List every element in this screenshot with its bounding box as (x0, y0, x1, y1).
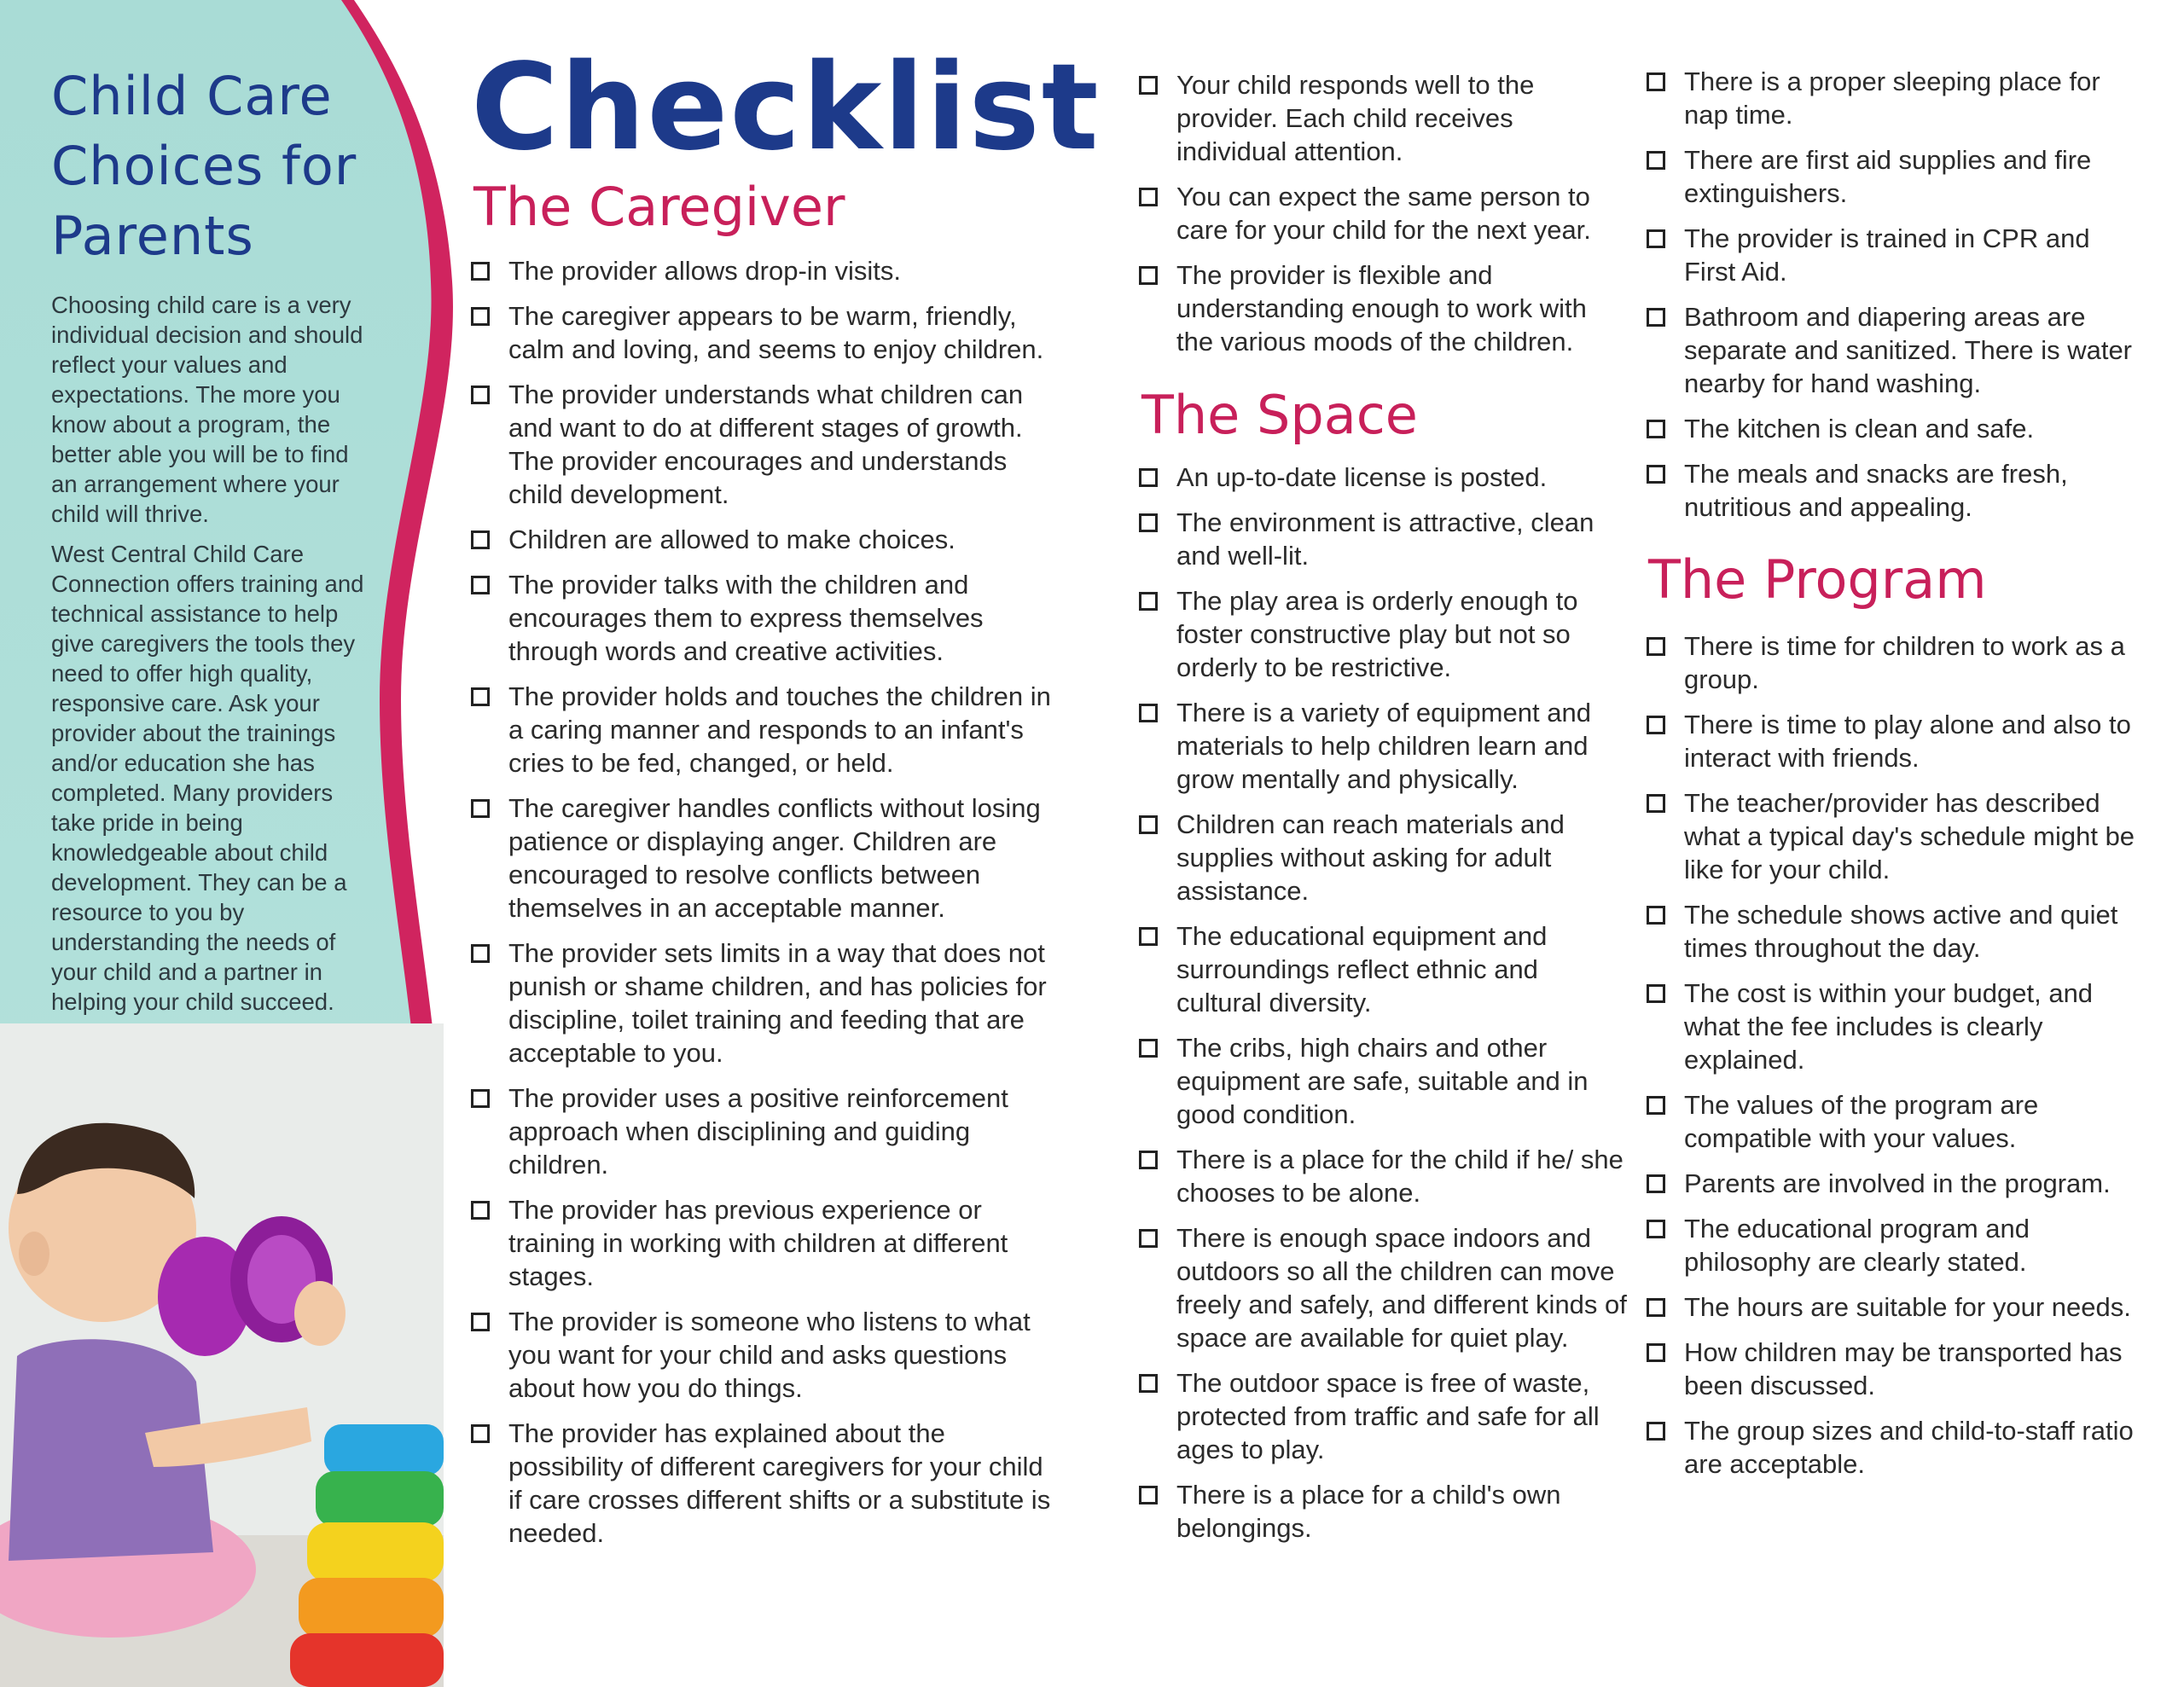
section-heading-space: The Space (1141, 384, 1418, 446)
checkbox[interactable] (1647, 1343, 1665, 1362)
checklist-item (471, 1417, 1051, 1550)
checklist-item (1139, 1031, 1629, 1131)
checkbox[interactable] (1139, 188, 1158, 206)
checkbox[interactable] (471, 944, 490, 963)
item-text: The values of the program are compatible with your values. (1684, 1090, 2039, 1153)
checkbox[interactable] (471, 262, 490, 281)
item-text: Your child responds well to the provider. Each child receives individual attention. (1176, 70, 1535, 166)
section-heading-caregiver: The Caregiver (473, 176, 845, 238)
item-text: The educational program and philosophy are clearly stated. (1684, 1214, 2030, 1277)
item-text: The kitchen is clean and safe. (1684, 414, 2035, 443)
checklist-item (1139, 461, 1629, 494)
item-text: The cost is within your budget, and what the fee includes is clearly explained. (1684, 978, 2094, 1075)
item-text: The caregiver appears to be warm, friendly, calm and loving, and seems to enjoy children. (508, 301, 1044, 364)
checkbox[interactable] (1647, 1422, 1665, 1441)
item-text: The schedule shows active and quiet times throughout the day. (1684, 900, 2118, 963)
item-text: The environment is attractive, clean and well-lit. (1176, 507, 1594, 571)
checklist-item (1647, 1167, 2141, 1200)
checkbox[interactable] (1647, 1220, 1665, 1238)
space-list-continued (1647, 65, 2141, 536)
sidebar-title: Child Care Choices for Parents (51, 65, 357, 267)
checklist-item (1647, 1290, 2141, 1324)
checklist-item (471, 680, 1051, 780)
item-text: Bathroom and diapering areas are separate and sanitized. There is water nearby for hand washing. (1684, 302, 2133, 398)
checkbox[interactable] (1139, 704, 1158, 722)
caregiver-list (471, 254, 1051, 1562)
checkbox[interactable] (1139, 513, 1158, 532)
checkbox[interactable] (1647, 72, 1665, 91)
item-text: The provider sets limits in a way that does not punish or shame children, and has policies for discipline, toilet training and feeding that are acceptable to you. (508, 938, 1047, 1068)
checkbox[interactable] (1647, 716, 1665, 734)
checkbox[interactable] (471, 1424, 490, 1443)
item-text: The group sizes and child-to-staff ratio are acceptable. (1684, 1416, 2134, 1479)
checkbox[interactable] (1647, 1298, 1665, 1317)
item-text: The provider is someone who listens to what you want for your child and asks questions about how you do things. (508, 1307, 1031, 1403)
checklist-item (1647, 143, 2141, 210)
checkbox[interactable] (1139, 1229, 1158, 1248)
checklist-item (1139, 808, 1629, 907)
checklist-item (1139, 506, 1629, 572)
checklist-item (1647, 300, 2141, 400)
checklist-item (471, 254, 1051, 287)
checkbox[interactable] (1647, 984, 1665, 1003)
checklist-item (471, 1193, 1051, 1293)
checklist-item (471, 568, 1051, 668)
checkbox[interactable] (471, 1201, 490, 1220)
sidebar-body (51, 290, 375, 1027)
item-text: The caregiver handles conflicts without losing patience or displaying anger. Children are encouraged to resolve conflicts between themselves in an acceptable manner. (508, 793, 1041, 923)
checklist-item (1647, 708, 2141, 774)
item-text: There is a place for a child's own belongings. (1176, 1480, 1561, 1543)
checklist-item (1139, 696, 1629, 796)
checklist-item (1647, 1088, 2141, 1155)
section-heading-program: The Program (1648, 548, 1987, 611)
checklist-item (1647, 65, 2141, 131)
checklist-item (1139, 68, 1621, 168)
checklist-item (1647, 412, 2141, 445)
item-text: Parents are involved in the program. (1684, 1168, 2111, 1198)
checklist-item (1139, 1366, 1629, 1466)
checkbox[interactable] (1139, 1151, 1158, 1169)
checkbox[interactable] (1647, 151, 1665, 170)
checklist-item (1139, 1221, 1629, 1354)
checklist-item (471, 299, 1051, 366)
item-text: The provider is trained in CPR and First Aid. (1684, 223, 2090, 287)
checklist-item (1139, 1478, 1629, 1545)
checklist-item (1647, 786, 2141, 886)
checklist-item (1647, 898, 2141, 965)
item-text: There is time for children to work as a group. (1684, 631, 2125, 694)
sidebar-paragraph: West Central Child Care Connection offers training and technical assistance to help give caregivers the tools they need to offer high quality, responsive care. Ask your provider about the trainings and/or education she has completed. Many providers take pride in being knowledgeable about child development. They can be a resource to you by understanding the needs of your child and a partner in helping your child succeed. (51, 541, 364, 1015)
checkbox[interactable] (1139, 266, 1158, 285)
checkbox[interactable] (1647, 1174, 1665, 1193)
checkbox[interactable] (471, 307, 490, 326)
checkbox[interactable] (1647, 794, 1665, 813)
item-text: There are first aid supplies and fire extinguishers. (1684, 145, 2092, 208)
item-text: You can expect the same person to care for your child for the next year. (1176, 182, 1591, 245)
checklist-item (1647, 629, 2141, 696)
item-text: There is a place for the child if he/ she chooses to be alone. (1176, 1145, 1623, 1208)
checkbox[interactable] (471, 386, 490, 404)
checkbox[interactable] (1139, 468, 1158, 487)
checklist-item (1139, 919, 1629, 1019)
checklist-item (471, 1305, 1051, 1405)
checklist-item (1647, 1414, 2141, 1481)
checklist-item (1139, 584, 1629, 684)
checkbox[interactable] (1647, 229, 1665, 248)
checklist-item (1647, 977, 2141, 1076)
item-text: There is enough space indoors and outdoors so all the children can move freely and safely, and different kinds of space are available for quiet play. (1176, 1223, 1627, 1353)
item-text: The outdoor space is free of waste, protected from traffic and safe for all ages to play. (1176, 1368, 1600, 1464)
child-photo (0, 1023, 444, 1687)
checkbox[interactable] (1647, 1096, 1665, 1115)
checkbox[interactable] (1139, 76, 1158, 95)
checklist-item (471, 791, 1051, 925)
checkbox[interactable] (1139, 1039, 1158, 1058)
checkbox[interactable] (471, 687, 490, 706)
item-text: The provider is flexible and understanding enough to work with the various moods of the children. (1176, 260, 1587, 357)
checkbox[interactable] (1647, 906, 1665, 925)
caregiver-list-continued (1139, 68, 1621, 370)
space-list (1139, 461, 1629, 1557)
checklist-item (1647, 1336, 2141, 1402)
checklist-item (471, 378, 1051, 511)
checklist-item (471, 1081, 1051, 1181)
item-text: There is time to play alone and also to interact with friends. (1684, 710, 2131, 773)
checkbox[interactable] (471, 1313, 490, 1331)
item-text: The provider has previous experience or training in working with children at different stages. (508, 1195, 1008, 1291)
checklist-item (1139, 1143, 1629, 1209)
item-text: The provider talks with the children and encourages them to express themselves through words and creative activities. (508, 570, 984, 666)
sidebar-paragraph: Choosing child care is a very individual decision and should reflect your values and expectations. The more you know about a program, the better able you will be to find an arrangement where your child will thrive. (51, 292, 363, 527)
checkbox[interactable] (471, 530, 490, 549)
checkbox[interactable] (1647, 308, 1665, 327)
item-text: The provider holds and touches the children in a caring manner and responds to an infant's cries to be fed, changed, or held. (508, 681, 1051, 778)
checkbox[interactable] (1139, 1374, 1158, 1393)
item-text: The provider allows drop-in visits. (508, 256, 902, 286)
item-text: There is a proper sleeping place for nap time. (1684, 67, 2100, 130)
page-title: Checklist (471, 38, 1101, 177)
item-text: The provider uses a positive reinforcement approach when disciplining and guiding children. (508, 1083, 1008, 1180)
item-text: The play area is orderly enough to foster constructive play but not so orderly to be restrictive. (1176, 586, 1578, 682)
checkbox[interactable] (1647, 637, 1665, 656)
checklist-item (1139, 180, 1621, 246)
checkbox[interactable] (1647, 420, 1665, 438)
item-text: There is a variety of equipment and materials to help children learn and grow mentally and physically. (1176, 698, 1591, 794)
item-text: Children are allowed to make choices. (508, 525, 956, 554)
checkbox[interactable] (471, 799, 490, 818)
item-text: The provider understands what children can and want to do at different stages of growth. The provider encourages and understands child development. (508, 380, 1024, 509)
program-list (1647, 629, 2141, 1493)
checklist-item (471, 523, 1051, 556)
checkbox[interactable] (471, 576, 490, 594)
checklist-item (1647, 1212, 2141, 1278)
checklist-item (471, 936, 1051, 1070)
checklist-item (1647, 457, 2141, 524)
checkbox[interactable] (1139, 1486, 1158, 1504)
item-text: The educational equipment and surroundings reflect ethnic and cultural diversity. (1176, 921, 1548, 1017)
checklist-item (1647, 222, 2141, 288)
item-text: The hours are suitable for your needs. (1684, 1292, 2131, 1322)
item-text: The teacher/provider has described what a typical day's schedule might be like for your child. (1684, 788, 2135, 884)
checkbox[interactable] (1139, 815, 1158, 834)
checklist-item (1139, 258, 1621, 358)
item-text: An up-to-date license is posted. (1176, 462, 1548, 492)
checkbox[interactable] (1647, 465, 1665, 484)
item-text: How children may be transported has been discussed. (1684, 1337, 2123, 1400)
checkbox[interactable] (1139, 927, 1158, 946)
item-text: Children can reach materials and supplies without asking for adult assistance. (1176, 809, 1565, 906)
checkbox[interactable] (471, 1089, 490, 1108)
item-text: The cribs, high chairs and other equipment are safe, suitable and in good condition. (1176, 1033, 1589, 1129)
checkbox[interactable] (1139, 592, 1158, 611)
item-text: The meals and snacks are fresh, nutritious and appealing. (1684, 459, 2068, 522)
item-text: The provider has explained about the possibility of different caregivers for your child if care crosses different shifts or a substitute is needed. (508, 1418, 1051, 1548)
